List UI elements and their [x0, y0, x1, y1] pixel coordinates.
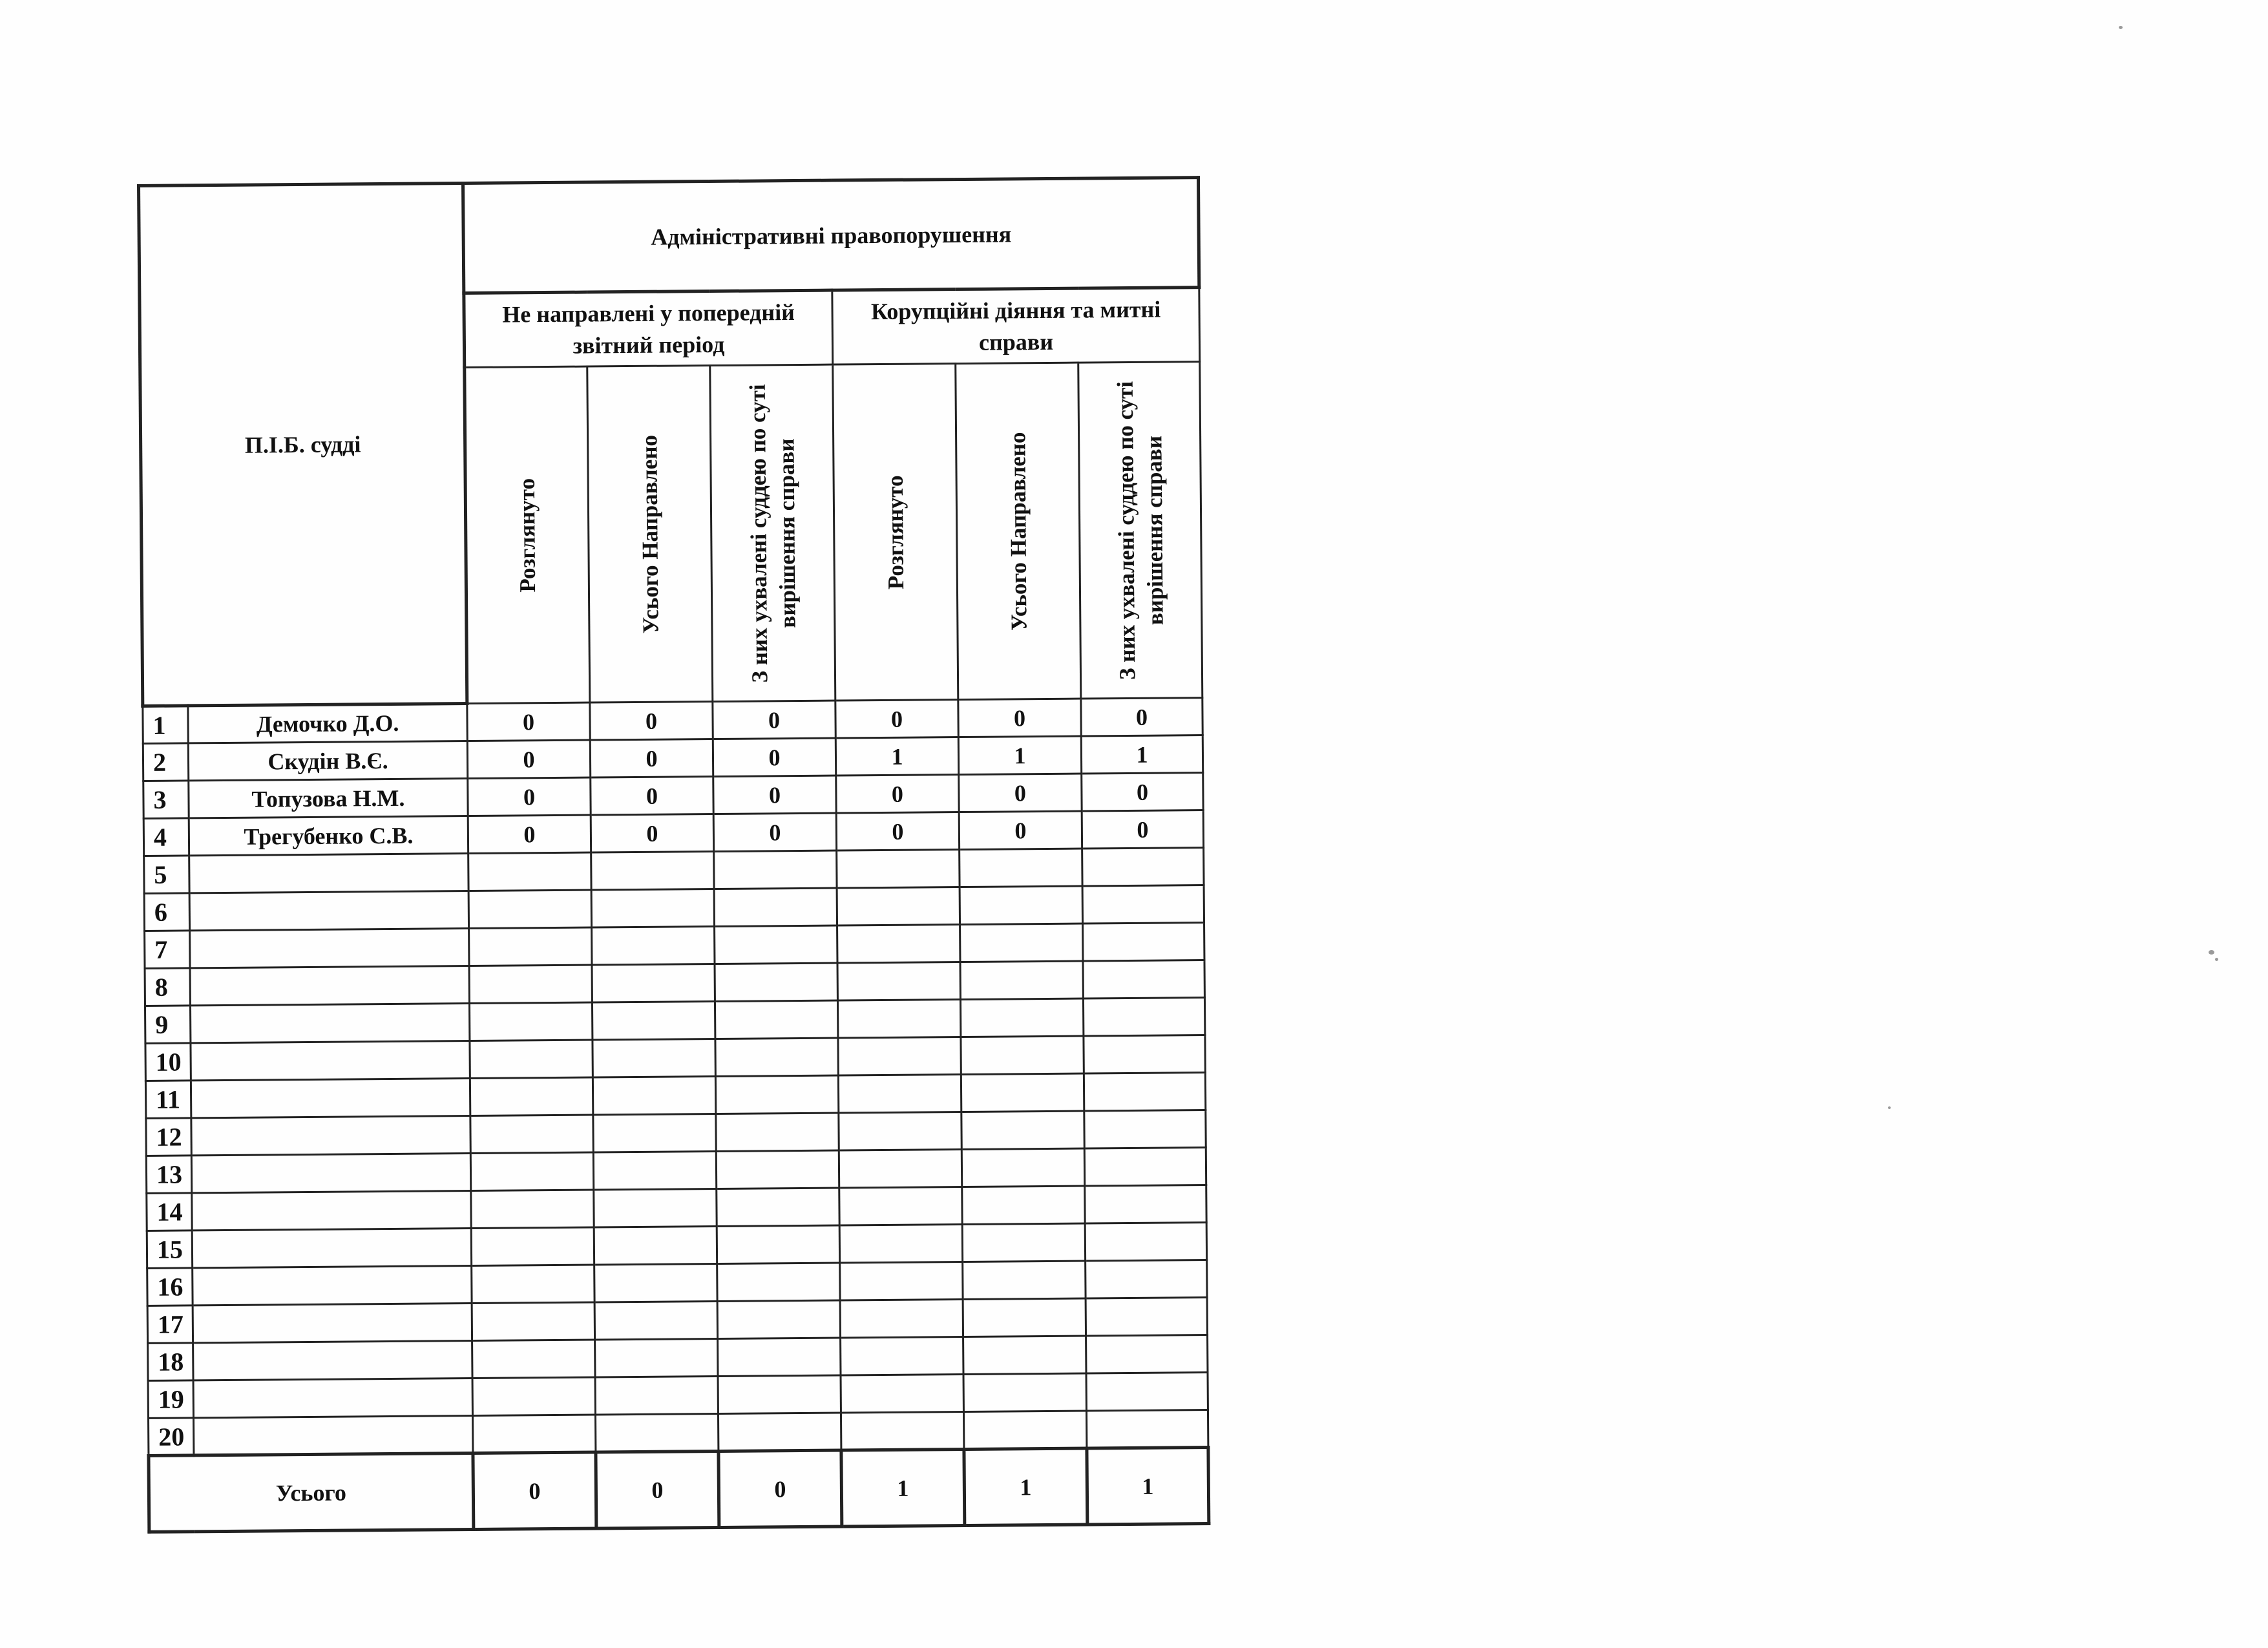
cell-value [716, 1150, 839, 1188]
cell-value [717, 1188, 839, 1226]
row-number: 10 [145, 1043, 191, 1081]
cell-value [715, 925, 837, 964]
cell-value: 1 [1081, 735, 1203, 774]
column-header-total-sent [587, 366, 713, 703]
cell-value [718, 1413, 841, 1451]
column-header-label: З них ухвалені суддею по суті вирішення справи [1112, 381, 1168, 680]
judge-name [189, 854, 468, 893]
column-header-label: Розглянуто [882, 474, 908, 589]
total-value: 0 [473, 1452, 596, 1529]
cell-value: 0 [713, 813, 836, 851]
cell-value: 0 [1081, 698, 1203, 736]
total-value: 1 [1087, 1448, 1209, 1525]
cell-value [593, 1114, 716, 1152]
cell-value [962, 1186, 1085, 1224]
row-number: 5 [144, 856, 189, 894]
cell-value [1086, 1373, 1208, 1411]
cell-value [592, 964, 715, 1002]
judge-name [191, 1041, 470, 1080]
cell-value: 0 [713, 738, 835, 776]
cell-value: 0 [835, 700, 958, 738]
judge-name [192, 1228, 471, 1267]
cell-value [472, 1340, 595, 1378]
cell-value [961, 1036, 1084, 1074]
cell-value [961, 1073, 1084, 1112]
cell-value [469, 965, 592, 1003]
cell-value: 0 [1082, 773, 1204, 811]
row-number: 7 [145, 931, 190, 969]
cell-value [837, 1000, 960, 1038]
cell-value [1083, 998, 1205, 1036]
cell-value: 0 [959, 811, 1082, 849]
cell-value [595, 1376, 718, 1414]
cell-value: 0 [959, 774, 1082, 812]
cell-value [1084, 1073, 1206, 1111]
cell-value [470, 1152, 593, 1190]
cell-value [468, 890, 591, 928]
column-header-total-sent [956, 363, 1081, 699]
cell-value [718, 1338, 841, 1376]
cell-value [592, 1002, 715, 1040]
judge-name: Демочко Д.О. [188, 704, 467, 743]
cell-value [594, 1301, 717, 1339]
scan-speck [2209, 950, 2214, 955]
cell-value [1083, 960, 1205, 998]
judge-name [191, 1078, 470, 1117]
cell-value [591, 852, 714, 890]
cell-value [468, 852, 591, 891]
cell-value [1082, 848, 1204, 886]
total-value: 1 [964, 1448, 1087, 1525]
cell-value [717, 1225, 839, 1263]
table-header [139, 178, 1202, 706]
cell-value [961, 1111, 1084, 1149]
cell-value: 0 [836, 775, 959, 813]
cell-value [470, 1115, 593, 1153]
cell-value [593, 1077, 715, 1115]
cell-value [962, 1223, 1085, 1262]
total-row [149, 1448, 1209, 1532]
row-number: 13 [146, 1156, 191, 1194]
scan-speck [2215, 958, 2218, 961]
cell-value: 1 [958, 736, 1081, 774]
cell-value [471, 1190, 594, 1228]
judge-name [193, 1340, 472, 1380]
cell-value [1086, 1298, 1208, 1336]
total-value: 1 [841, 1450, 965, 1527]
cell-value [714, 888, 837, 926]
cell-value [472, 1302, 594, 1340]
row-number: 3 [143, 781, 189, 819]
cell-value [839, 1225, 962, 1263]
cell-value: 0 [468, 777, 591, 816]
judge-name: Трегубенко С.В. [189, 816, 468, 856]
cell-value: 0 [958, 699, 1081, 737]
cell-value [963, 1411, 1086, 1449]
cell-value [841, 1337, 963, 1375]
cell-value [715, 1000, 837, 1039]
cell-value [840, 1300, 963, 1338]
column-header-label: Усього Направлено [636, 434, 664, 634]
cell-value [1083, 923, 1205, 961]
column-header-reviewed [833, 364, 958, 701]
cell-value [960, 961, 1083, 999]
judge-name [193, 1265, 472, 1305]
row-number: 18 [148, 1343, 193, 1381]
cell-value [841, 1412, 963, 1450]
table-footer [149, 1448, 1209, 1532]
cell-value [837, 925, 960, 963]
cell-value: 0 [590, 702, 713, 740]
judge-name: Скудін В.Є. [188, 741, 467, 781]
row-number: 16 [147, 1268, 193, 1306]
judge-name [192, 1190, 471, 1230]
column-header-reviewed [465, 366, 590, 703]
cell-value [839, 1187, 962, 1225]
cell-value [1085, 1185, 1207, 1223]
cell-value [837, 887, 960, 925]
judge-name [191, 1115, 470, 1155]
cell-value [960, 886, 1082, 924]
table-body [143, 698, 1208, 1456]
row-number: 11 [145, 1081, 191, 1119]
cell-value [960, 924, 1083, 962]
cell-value [595, 1413, 718, 1452]
judge-name [193, 1415, 472, 1455]
cell-value [472, 1415, 595, 1453]
cell-value [839, 1112, 961, 1150]
cell-value [715, 1038, 838, 1076]
cell-value [963, 1373, 1086, 1411]
cell-value [840, 1262, 963, 1300]
column-header-decided-on-merits [710, 364, 835, 701]
judge-statistics-table [137, 176, 1210, 1534]
cell-value [715, 963, 837, 1001]
row-number: 2 [143, 743, 188, 781]
cell-value [960, 998, 1083, 1037]
cell-value: 0 [713, 776, 836, 814]
cell-value [594, 1264, 717, 1302]
cell-value [1085, 1223, 1207, 1261]
cell-value [592, 927, 715, 965]
cell-value [1084, 1035, 1206, 1073]
cell-value [717, 1263, 840, 1301]
cell-value: 0 [591, 814, 713, 852]
column-header-label: Розглянуто [514, 478, 541, 593]
cell-value [837, 962, 960, 1000]
cell-value [594, 1189, 717, 1227]
cell-value [1082, 885, 1204, 924]
cell-value [838, 1037, 961, 1075]
judge-name [189, 891, 468, 931]
cell-value [839, 1150, 961, 1188]
cell-value: 0 [836, 812, 959, 850]
cell-value [470, 1077, 593, 1115]
cell-value: 0 [1082, 810, 1204, 849]
cell-value [963, 1298, 1086, 1336]
judge-name [190, 1003, 469, 1042]
cell-value [591, 889, 714, 927]
cell-value: 1 [835, 737, 958, 776]
cell-value [961, 1148, 1084, 1187]
cell-value [841, 1375, 963, 1413]
cell-value [1086, 1260, 1208, 1298]
cell-value [1084, 1148, 1206, 1186]
cell-value [838, 1075, 961, 1113]
column-header-label: З них ухвалені суддею по суті вирішення справи [744, 383, 800, 683]
cell-value [963, 1261, 1086, 1299]
row-number: 12 [146, 1118, 191, 1156]
total-value: 0 [596, 1451, 719, 1528]
row-number: 8 [145, 968, 190, 1006]
cell-value [469, 927, 592, 966]
judge-name [190, 966, 469, 1006]
cell-value [963, 1336, 1086, 1374]
judge-name [193, 1303, 472, 1342]
cell-value [472, 1377, 595, 1415]
judge-name [193, 1378, 472, 1417]
cell-value [716, 1113, 839, 1151]
cell-value [469, 1002, 592, 1041]
row-number: 6 [144, 893, 189, 931]
cell-value: 0 [468, 815, 591, 853]
cell-value [471, 1227, 594, 1265]
row-number: 9 [145, 1006, 190, 1044]
cell-value [470, 1040, 593, 1078]
cell-value [593, 1039, 715, 1077]
scan-speck [1888, 1106, 1891, 1109]
cell-value: 0 [591, 777, 713, 815]
row-number: 1 [143, 706, 188, 744]
cell-value [594, 1227, 717, 1265]
cell-value [714, 850, 837, 889]
cell-value [595, 1338, 718, 1377]
total-label: Усього [149, 1453, 474, 1532]
cell-value [718, 1375, 841, 1413]
group-header-not-sent: Не направлені у попередній звітний період [464, 290, 833, 367]
cell-value: 0 [467, 740, 590, 778]
row-number: 19 [148, 1380, 193, 1419]
cell-value: 0 [467, 703, 590, 741]
cell-value: 0 [590, 739, 713, 777]
column-header-label: Усього Направлено [1004, 431, 1032, 631]
judge-name [190, 929, 469, 968]
row-number: 17 [147, 1305, 193, 1344]
row-number: 20 [148, 1418, 193, 1456]
judge-name-header: П.І.Б. судді [139, 184, 467, 706]
cell-value [837, 850, 960, 888]
cell-value [715, 1075, 838, 1114]
judge-name: Топузова Н.М. [189, 779, 468, 818]
cell-value [472, 1265, 594, 1303]
cell-value [1084, 1110, 1206, 1148]
group-header-corruption: Корупційні діяння та митні справи [832, 288, 1200, 364]
cell-value [1086, 1335, 1208, 1373]
row-number: 4 [143, 818, 189, 856]
cell-value [593, 1152, 716, 1190]
administrative-offenses-header: Адміністративні правопорушення [463, 178, 1199, 293]
column-header-decided-on-merits [1078, 362, 1202, 699]
cell-value [960, 849, 1082, 887]
total-value: 0 [719, 1450, 842, 1527]
cell-value [1086, 1410, 1208, 1448]
judge-name [191, 1153, 470, 1192]
row-number: 14 [147, 1193, 192, 1231]
row-number: 15 [147, 1231, 192, 1269]
cell-value [717, 1300, 840, 1338]
scan-speck [2119, 26, 2123, 29]
cell-value: 0 [713, 701, 835, 739]
